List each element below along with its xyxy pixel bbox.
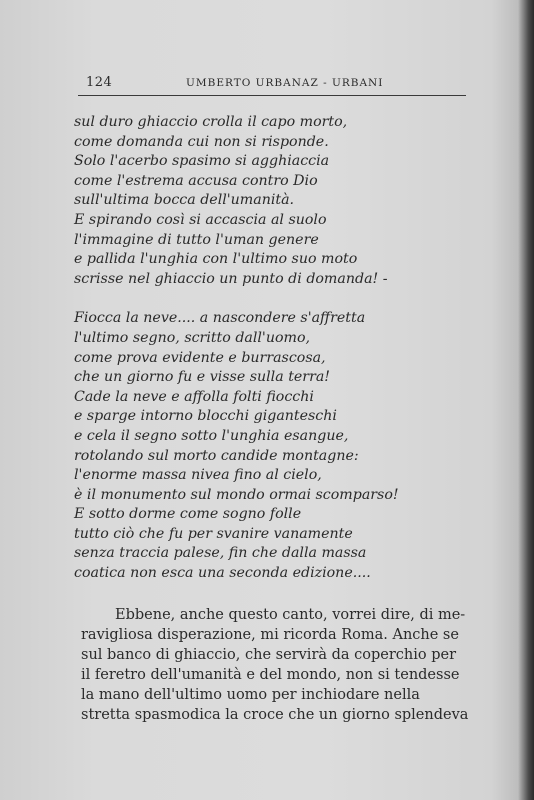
prose-line: Ebbene, anche questo canto, vorrei dire, di me- — [115, 607, 466, 623]
poem — [74, 113, 474, 604]
poem-stanza — [74, 113, 474, 289]
page-number: 124 — [86, 75, 113, 90]
page-header — [78, 73, 466, 96]
running-head: UMBERTO URBANAZ - URBANI — [186, 77, 384, 89]
poem-line: e cela il segno sotto l'unghia esangue, — [74, 427, 349, 444]
poem-line: che un giorno fu e visse sulla terra! — [74, 369, 331, 386]
poem-line: rotolando sul morto candide montagne: — [74, 447, 359, 464]
prose-line: stretta spasmodica la croce che un giorno splendeva — [81, 707, 469, 723]
prose-paragraph — [81, 605, 469, 725]
poem-line: E spirando così si accascia al suolo — [74, 211, 327, 228]
poem-line: Cade la neve e affolla folti fiocchi — [74, 388, 314, 405]
poem-line: l'enorme massa nivea fino al cielo, — [74, 467, 322, 484]
poem-line: Fiocca la neve.... a nascondere s'affretta — [74, 310, 366, 327]
poem-line: E sotto dorme come sogno folle — [74, 506, 302, 523]
prose-line: la mano dell'ultimo uomo per inchiodare nella — [81, 687, 420, 703]
poem-line: e sparge intorno blocchi giganteschi — [74, 408, 337, 425]
poem-line: l'ultimo segno, scritto dall'uomo, — [74, 329, 311, 346]
poem-line: come prova evidente e burrascosa, — [74, 349, 326, 366]
prose-line: ravigliosa disperazione, mi ricorda Roma. Anche se — [81, 627, 459, 643]
poem-line: coatica non esca una seconda edizione.... — [74, 565, 371, 582]
prose-line: il feretro dell'umanità e del mondo, non si tendesse — [81, 667, 460, 683]
poem-line: tutto ciò che fu per svanire vanamente — [74, 525, 353, 542]
poem-line: sull'ultima bocca dell'umanità. — [74, 192, 295, 209]
poem-line: l'immagine di tutto l'uman genere — [74, 231, 319, 248]
poem-stanza — [74, 309, 474, 583]
poem-line: scrisse nel ghiaccio un punto di domanda! - — [74, 270, 388, 287]
prose-line: sul banco di ghiaccio, che servirà da coperchio per — [81, 647, 457, 663]
poem-line: senza traccia palese, fin che dalla massa — [74, 545, 367, 562]
poem-line: Solo l'acerbo spasimo si agghiaccia — [74, 153, 330, 170]
poem-line: come domanda cui non si risponde. — [74, 133, 329, 150]
poem-line: come l'estrema accusa contro Dio — [74, 172, 318, 189]
poem-line: e pallida l'unghia con l'ultimo suo moto — [74, 251, 358, 268]
poem-line: è il monumento sul mondo ormai scomparso! — [74, 486, 399, 503]
poem-line: sul duro ghiaccio crolla il capo morto, — [74, 114, 348, 130]
